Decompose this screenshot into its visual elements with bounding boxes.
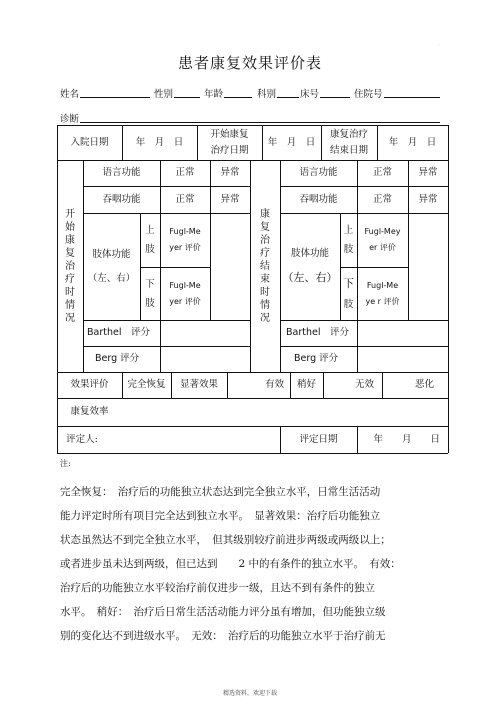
table-border-bottom	[57, 453, 448, 454]
vchar: 复	[260, 221, 270, 233]
start-date-label	[197, 125, 262, 160]
vchar: 结	[260, 260, 270, 272]
assessor-label: 评定人:	[66, 433, 98, 445]
gender-label: 性别	[154, 89, 174, 100]
page-footer: 精选资料，欢迎下载	[222, 690, 277, 697]
assess-date-value[interactable]: 年 月 日	[373, 433, 440, 445]
vchar: 复	[65, 247, 75, 259]
evaluation-option-worse[interactable]: 恶化	[414, 379, 434, 391]
note-line: 能力评定时所有项目完全达到独立水平。 显著效果：治疗后功能独立	[60, 510, 381, 522]
note-line: 状态虽然达不到完全独立水平， 但其级别较疗前进步两级或两级以上；	[60, 534, 391, 546]
right-limb-label-line2: （左、右）	[282, 271, 338, 285]
gender-field[interactable]	[174, 97, 200, 98]
lower-char: 肢	[343, 299, 354, 310]
note-line: 别的变化达不到进级水平。 无效： 治疗后的功能独立水平于治疗前无	[60, 630, 386, 642]
right-vertical-label	[250, 160, 280, 372]
left-swallow-abnormal[interactable]: 异常	[220, 193, 240, 205]
right-barthel-label: Barthel 评分	[286, 327, 349, 339]
vchar: 康	[260, 208, 270, 220]
left-vertical-label	[57, 160, 83, 372]
left-berg-label: Berg 评分	[95, 353, 140, 365]
left-speech-normal[interactable]: 正常	[175, 167, 195, 179]
name-field[interactable]	[80, 97, 150, 98]
left-lower-limb	[140, 267, 160, 320]
upper-char: 肢	[145, 244, 155, 255]
evaluation-option-slightly-better[interactable]: 稍好	[296, 379, 316, 391]
left-upper-limb	[140, 213, 160, 267]
vchar: 疗	[260, 247, 270, 259]
fugl-line: ye r 评价	[365, 296, 400, 306]
left-swallow-label: 吞咽功能	[102, 193, 141, 205]
end-date-value[interactable]: 年 月 日	[388, 136, 437, 148]
left-speech-label: 语言功能	[102, 167, 141, 179]
vchar: 束	[260, 273, 270, 285]
diagnosis-field[interactable]	[80, 122, 440, 123]
right-fugl-meyer-lower	[357, 267, 408, 320]
hospital-number-field[interactable]	[384, 97, 440, 98]
upper-char: 肢	[343, 244, 354, 255]
right-upper-limb	[340, 213, 357, 267]
fugl-line: Fugl-Me	[169, 280, 201, 290]
left-speech-abnormal[interactable]: 异常	[220, 167, 240, 179]
end-date-label-line2: 结束日期	[329, 144, 368, 156]
admission-date-value[interactable]: 年 月 日	[135, 136, 184, 148]
vchar: 情	[65, 299, 75, 311]
left-limb-label-line1: 肢体功能	[92, 249, 131, 261]
vchar: 况	[260, 312, 270, 324]
right-fugl-meyer-upper	[357, 213, 408, 267]
note-line: 水平。 稍好： 治疗后日常生活活动能力评分虽有增加，但功能独立级	[60, 606, 386, 618]
right-swallow-abnormal[interactable]: 异常	[418, 193, 438, 205]
vchar: 时	[65, 286, 75, 298]
col-divider	[210, 213, 211, 320]
left-fugl-meyer-lower	[160, 267, 210, 320]
efficiency-label: 康复效率	[70, 406, 109, 418]
age-label: 年龄	[204, 89, 224, 100]
assessor-value[interactable]	[107, 426, 280, 453]
efficiency-value[interactable]	[122, 398, 448, 426]
lower-char: 下	[145, 278, 155, 290]
evaluation-option-full-recovery[interactable]: 完全恢复	[127, 379, 166, 391]
upper-char: 上	[145, 225, 155, 236]
evaluation-option-significant[interactable]: 显著效果	[179, 379, 218, 391]
upper-char: 上	[343, 225, 354, 236]
notes-section	[60, 480, 440, 648]
right-swallow-label: 吞咽功能	[299, 193, 338, 205]
left-swallow-normal[interactable]: 正常	[175, 193, 195, 205]
table-border-right	[448, 125, 449, 453]
lower-char: 下	[343, 277, 354, 290]
right-limb-label	[280, 213, 340, 320]
age-field[interactable]	[224, 97, 252, 98]
fugl-line: Fugl-Mey	[364, 227, 401, 236]
hospital-number-label: 住院号	[354, 89, 383, 100]
vchar: 开	[65, 208, 75, 220]
vchar: 康	[65, 234, 75, 246]
note-line: 治疗后的功能独立水平较治疗前仅进步一级，且达不到有条件的独立	[60, 582, 375, 594]
vchar: 治	[260, 234, 270, 246]
fugl-line: yer 评价	[169, 296, 201, 306]
right-swallow-normal[interactable]: 正常	[372, 193, 392, 205]
lower-char: 肢	[145, 297, 155, 309]
vchar: 时	[260, 286, 270, 298]
note-line: 完全恢复： 治疗后的功能独立状态达到完全独立水平，日常生活活动	[60, 486, 381, 498]
start-date-value[interactable]: 年 月 日	[267, 136, 316, 148]
assess-date-label: 评定日期	[299, 433, 338, 445]
left-limb-label-line2: （左、右）	[87, 272, 136, 284]
dept-field[interactable]	[277, 97, 299, 98]
note-label: 注:	[60, 459, 71, 468]
fugl-line: Fugl-Me	[366, 280, 399, 290]
left-limb-label	[83, 213, 140, 320]
bed-label: 床号	[300, 89, 320, 100]
right-berg-label: Berg 评分	[294, 353, 339, 365]
right-speech-label: 语言功能	[299, 167, 338, 179]
name-label: 姓名	[60, 89, 80, 100]
right-speech-abnormal[interactable]: 异常	[418, 167, 438, 179]
left-barthel-label: Barthel 评分	[87, 327, 150, 339]
diagnosis-label: 诊断	[60, 114, 80, 125]
dept-label: 科别	[257, 89, 277, 100]
col-divider	[160, 320, 161, 372]
fugl-line: yer 评价	[169, 243, 201, 252]
admission-date-label: 入院日期	[70, 136, 109, 148]
start-date-label-line1: 开始康复	[210, 129, 249, 141]
end-date-label	[321, 125, 377, 160]
page-title: 患者康复效果评价表	[177, 54, 322, 72]
vchar: 情	[260, 299, 270, 311]
right-lower-limb	[340, 267, 357, 320]
end-date-label-line1: 康复治疗	[329, 129, 368, 141]
vchar: 始	[65, 221, 75, 233]
note-line: 或者进步虽未达到两级，但已达到 2 中的有条件的独立水平。 有效：	[60, 558, 401, 570]
vchar: 疗	[65, 273, 75, 285]
vchar: 况	[65, 312, 75, 324]
col-divider	[357, 320, 358, 372]
evaluation-option-effective[interactable]: 有效	[264, 379, 284, 391]
fugl-line: Fugl-Me	[169, 227, 201, 236]
bed-field[interactable]	[320, 97, 350, 98]
evaluation-label: 效果评价	[70, 379, 109, 391]
vchar: 治	[65, 260, 75, 272]
evaluation-option-ineffective[interactable]: 无效	[354, 379, 374, 391]
col-divider	[408, 213, 409, 320]
corner-mark: ·	[438, 42, 440, 48]
right-limb-label-line1: 肢体功能	[290, 248, 329, 260]
fugl-line: er 评价	[369, 243, 396, 252]
left-fugl-meyer-upper	[160, 213, 210, 267]
right-speech-normal[interactable]: 正常	[372, 167, 392, 179]
start-date-label-line2: 治疗日期	[210, 144, 249, 156]
